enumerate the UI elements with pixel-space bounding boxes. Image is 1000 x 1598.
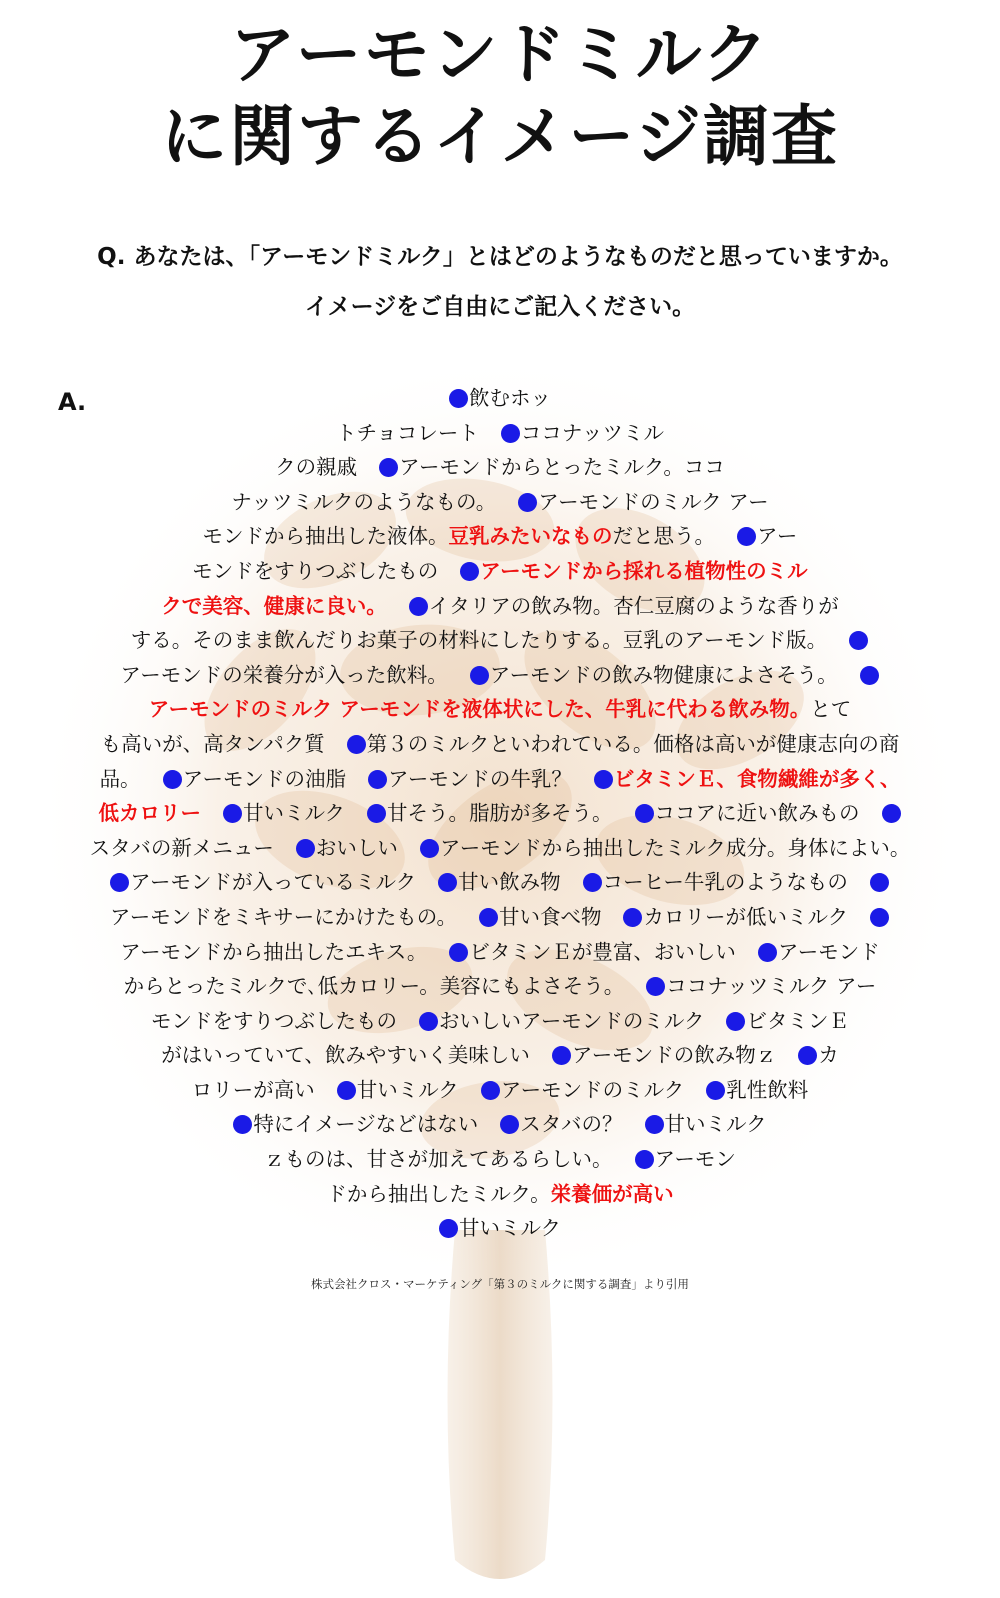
answer-line bbox=[0, 1142, 1000, 1177]
answer-text: アーモンドが入っているミルク bbox=[130, 870, 417, 895]
answer-text: スタバの？ bbox=[520, 1112, 623, 1137]
title-line-2: に関するイメージ調査 bbox=[160, 98, 840, 175]
answer-line bbox=[0, 1211, 1000, 1246]
highlighted-answer-text: 栄養価が高い bbox=[550, 1181, 674, 1206]
answer-text: 甘い飲み物 bbox=[458, 870, 561, 895]
answer-text: 乳性飲料 bbox=[726, 1077, 809, 1102]
answer-text: アー bbox=[757, 524, 798, 549]
answer-line bbox=[0, 900, 1000, 935]
bullet-dot-icon bbox=[798, 1046, 817, 1065]
bullet-dot-icon bbox=[110, 873, 129, 892]
bullet-dot-icon bbox=[645, 1115, 664, 1134]
answer-text: ｚものは、甘さが加えてあるらしい。 bbox=[264, 1147, 613, 1172]
answer-text: ビタミンＥが豊富、おいしい bbox=[469, 939, 736, 964]
highlighted-answer-text: アーモンドから採れる植物性のミル bbox=[480, 558, 808, 583]
bullet-dot-icon bbox=[849, 631, 868, 650]
answer-text: アーモンドから抽出したミルク成分。身体によい。 bbox=[439, 835, 911, 860]
answer-text: 甘いミルク bbox=[458, 1216, 562, 1241]
answer-line bbox=[0, 1073, 1000, 1108]
bullet-dot-icon bbox=[635, 1150, 654, 1169]
bullet-dot-icon bbox=[460, 562, 479, 581]
answer-line bbox=[0, 865, 1000, 900]
answer-text: アーモンドのミルク bbox=[500, 1077, 685, 1102]
bullet-dot-icon bbox=[367, 804, 386, 823]
answer-line bbox=[0, 1107, 1000, 1142]
bullet-dot-icon bbox=[635, 804, 654, 823]
bullet-dot-icon bbox=[758, 943, 777, 962]
answer-text: ロリーが高い bbox=[191, 1077, 315, 1102]
answer-text: 第３のミルクといわれている。価格は高いが健康志向の商 bbox=[366, 731, 900, 756]
answer-text: だと思う。 bbox=[612, 524, 716, 549]
page-title bbox=[0, 14, 1000, 178]
answer-text: アーモンドの飲み物ｚ bbox=[571, 1043, 777, 1068]
bullet-dot-icon bbox=[870, 908, 889, 927]
bullet-dot-icon bbox=[870, 873, 889, 892]
answer-text: アーモン bbox=[654, 1147, 736, 1172]
bullet-dot-icon bbox=[726, 1012, 745, 1031]
answer-text: からとったミルクで､低カロリー。美容にもよさそう。 bbox=[123, 974, 625, 999]
answer-text: アーモンドからとったミルク。ココ bbox=[399, 455, 725, 480]
answer-line bbox=[0, 519, 1000, 554]
answer-line bbox=[0, 658, 1000, 693]
answer-text: アーモンド bbox=[777, 939, 880, 964]
answer-text: とて bbox=[810, 697, 852, 722]
highlighted-answer-text: 低カロリー bbox=[98, 801, 201, 826]
answer-line bbox=[0, 1004, 1000, 1039]
bullet-dot-icon bbox=[552, 1046, 571, 1065]
answer-line bbox=[0, 796, 1000, 831]
answer-text: おいしいアーモンドのミルク bbox=[439, 1008, 705, 1033]
answer-line bbox=[0, 416, 1000, 451]
answer-line bbox=[0, 1177, 1000, 1212]
source-citation: 株式会社クロス・マーケティング「第３のミルクに関する調査」より引用 bbox=[311, 1277, 689, 1291]
answer-text: アーモンドの栄養分が入った飲料。 bbox=[120, 662, 448, 687]
answer-text: カロリーが低いミルク bbox=[643, 904, 849, 929]
title-line-1: アーモンドミルク bbox=[229, 16, 771, 93]
answer-line bbox=[0, 485, 1000, 520]
bullet-dot-icon bbox=[379, 458, 398, 477]
bullet-dot-icon bbox=[438, 873, 457, 892]
answer-text: アーモンドのミルク アー bbox=[538, 489, 769, 514]
answer-line bbox=[0, 450, 1000, 485]
answer-text: ココアに近い飲みもの bbox=[654, 801, 860, 826]
answer-text: ココナッツミルク アー bbox=[666, 974, 877, 999]
bullet-dot-icon bbox=[500, 1115, 519, 1134]
bullet-dot-icon bbox=[481, 1081, 500, 1100]
answer-text: 特にイメージなどはない bbox=[253, 1112, 479, 1137]
bullet-dot-icon bbox=[518, 493, 537, 512]
answer-text: アーモンドから抽出したエキス。 bbox=[120, 939, 428, 964]
bullet-dot-icon bbox=[449, 389, 468, 408]
highlighted-answer-text: アーモンドのミルク アーモンドを液体状にした、牛乳に代わる飲み物。 bbox=[148, 697, 811, 722]
answer-text: 甘い食べ物 bbox=[498, 904, 602, 929]
answer-text: 品。 bbox=[99, 766, 141, 791]
bullet-dot-icon bbox=[583, 873, 602, 892]
answer-line bbox=[0, 623, 1000, 658]
bullet-dot-icon bbox=[233, 1115, 252, 1134]
bullet-dot-icon bbox=[470, 666, 489, 685]
answer-text: スタバの新メニュー bbox=[89, 835, 274, 860]
answer-text: モンドをすりつぶしたもの bbox=[192, 558, 439, 583]
answer-label: A. bbox=[58, 388, 87, 416]
answer-text: 甘いミルク bbox=[242, 801, 346, 826]
question-line-1: Q. あなたは、「アーモンドミルク」とはどのようなものだと思っていますか。 bbox=[97, 244, 903, 270]
bullet-dot-icon bbox=[223, 804, 242, 823]
highlighted-answer-text: ビタミンＥ、食物繊維が多く、 bbox=[613, 766, 901, 791]
answer-line bbox=[0, 762, 1000, 797]
answer-text: アーモンドの油脂 bbox=[182, 766, 346, 791]
bullet-dot-icon bbox=[706, 1081, 725, 1100]
answer-text: ビタミンＥ bbox=[746, 1008, 849, 1033]
bullet-dot-icon bbox=[594, 770, 613, 789]
bullet-dot-icon bbox=[409, 597, 428, 616]
answer-text: トチョコレート bbox=[336, 420, 479, 445]
bullet-dot-icon bbox=[646, 977, 665, 996]
answer-text: カ bbox=[818, 1043, 839, 1068]
answer-text: モンドから抽出した液体。 bbox=[202, 524, 449, 549]
answer-text: 飲むホッ bbox=[469, 386, 551, 410]
bullet-dot-icon bbox=[501, 424, 520, 443]
highlighted-answer-text: クで美容、健康に良い。 bbox=[161, 593, 387, 618]
bullet-dot-icon bbox=[737, 527, 756, 546]
bullet-dot-icon bbox=[439, 1219, 458, 1238]
answer-text: ナッツミルクのようなもの。 bbox=[231, 489, 497, 514]
answer-line bbox=[0, 727, 1000, 762]
answer-text: コーヒー牛乳のようなもの bbox=[602, 870, 848, 895]
answer-text: アーモンドの牛乳？ bbox=[387, 766, 572, 791]
highlighted-answer-text: 豆乳みたいなもの bbox=[448, 524, 613, 549]
answer-text: がはいっていて、飲みやすいく美味しい bbox=[161, 1043, 530, 1068]
bullet-dot-icon bbox=[296, 839, 315, 858]
answer-text: おいしい bbox=[315, 835, 398, 860]
answer-text: イタリアの飲み物。杏仁豆腐のような香りが bbox=[428, 593, 839, 618]
answer-text: クの親戚 bbox=[275, 455, 358, 480]
answer-line bbox=[0, 969, 1000, 1004]
bullet-dot-icon bbox=[623, 908, 642, 927]
bullet-dot-icon bbox=[347, 735, 366, 754]
answer-text: ココナッツミル bbox=[520, 420, 664, 445]
answer-text: アーモンドをミキサーにかけたもの。 bbox=[109, 904, 457, 929]
answer-text: アーモンドの飲み物健康によさそう。 bbox=[489, 662, 838, 687]
bullet-dot-icon bbox=[860, 666, 879, 685]
answer-line bbox=[0, 589, 1000, 624]
answer-line bbox=[0, 1038, 1000, 1073]
answer-line bbox=[0, 554, 1000, 589]
answer-text: 甘そう。脂肪が多そう。 bbox=[387, 801, 613, 826]
answer-line bbox=[0, 692, 1000, 727]
bullet-dot-icon bbox=[882, 804, 901, 823]
bullet-dot-icon bbox=[419, 1012, 438, 1031]
answer-line bbox=[0, 381, 1000, 416]
answer-text: 甘いミルク bbox=[356, 1077, 459, 1102]
answer-line bbox=[0, 831, 1000, 866]
bullet-dot-icon bbox=[163, 770, 182, 789]
answer-line bbox=[0, 935, 1000, 970]
answer-text: ドから抽出したミルク。 bbox=[326, 1181, 551, 1206]
question bbox=[0, 232, 1000, 332]
bullet-dot-icon bbox=[337, 1081, 356, 1100]
question-line-2: イメージをご自由にご記入ください。 bbox=[304, 294, 696, 320]
bullet-dot-icon bbox=[449, 943, 468, 962]
answer-text: も高いが、高タンパク質 bbox=[100, 731, 325, 756]
answer-text: モンドをすりつぶしたもの bbox=[151, 1008, 397, 1033]
answer-text: する。そのまま飲んだりお菓子の材料にしたりする。豆乳のアーモンド版。 bbox=[130, 628, 828, 653]
answer-text: 甘いミルク bbox=[664, 1112, 767, 1137]
bullet-dot-icon bbox=[368, 770, 387, 789]
answer-list bbox=[0, 381, 1000, 1246]
bullet-dot-icon bbox=[420, 839, 439, 858]
bullet-dot-icon bbox=[479, 908, 498, 927]
